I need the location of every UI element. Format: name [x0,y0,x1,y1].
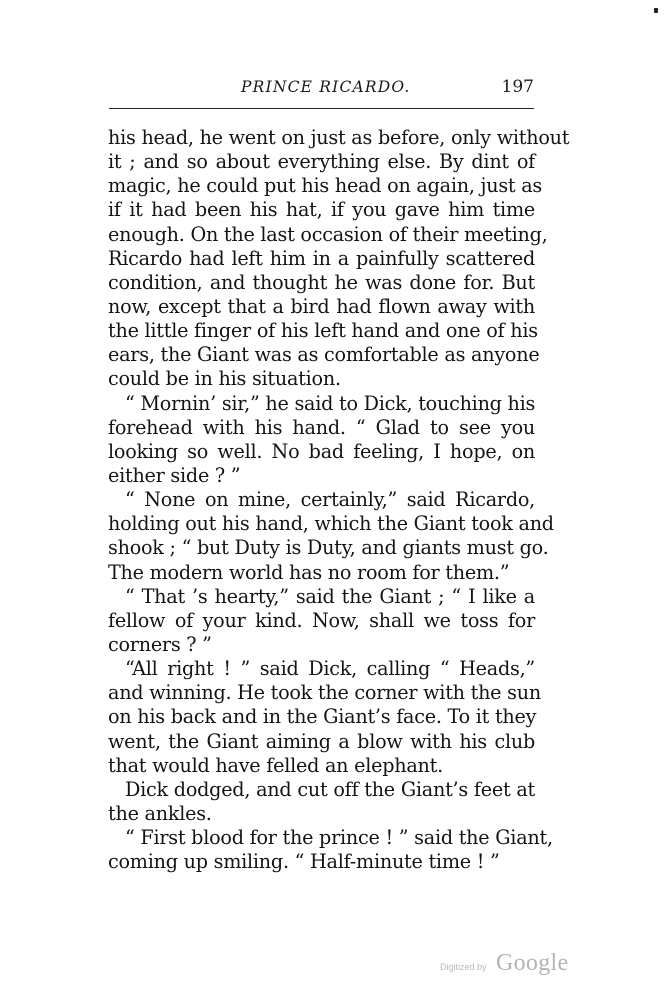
text-line: Ricardo had left him in a painfully scattered [108,246,535,270]
text-line: and winning. He took the corner with the sun [108,681,541,705]
text-line: “ None on mine, certainly,” said Ricardo, [125,488,535,512]
text-line: the ankles. [108,801,212,825]
body-text [108,126,570,874]
google-logo: Google [496,950,569,976]
text-line: fellow of your kind. Now, shall we toss for [108,608,535,632]
page-number: 197 [501,77,534,97]
text-line: shook ; “ but Duty is Duty, and giants must go. [108,536,549,560]
text-line: The modern world has no room for them.” [108,560,510,584]
text-line: condition, and thought he was done for. But [108,270,535,294]
text-line: magic, he could put his head on again, just as [108,174,543,198]
text-line: enough. On the last occasion of their meeting, [108,222,548,246]
running-title: PRINCE RICARDO. [241,78,411,96]
text-line: corners ? ” [108,632,212,656]
text-line: on his back and in the Giant’s face. To it they [108,705,537,729]
text-line: “ That ’s hearty,” said the Giant ; “ I like a [125,584,535,608]
page-header [109,78,534,102]
text-line: that would have felled an elephant. [108,753,443,777]
text-line: “ First blood for the prince ! ” said the Giant, [125,826,553,850]
text-line: looking so well. No bad feeling, I hope, on [108,439,535,463]
text-line: now, except that a bird had flown away with [108,294,535,318]
text-line: either side ? ” [108,463,241,487]
text-line: went, the Giant aiming a blow with his club [108,729,535,753]
text-line: holding out his hand, which the Giant took and [108,512,554,536]
text-line: if it had been his hat, if you gave him time [108,198,535,222]
page-edge-mark [654,8,658,13]
text-line: could be in his situation. [108,367,341,391]
text-line: it ; and so about everything else. By dint of [108,150,535,174]
text-line: Dick dodged, and cut off the Giant’s feet at [125,777,535,801]
text-line: “All right ! ” said Dick, calling “ Heads,” [125,657,535,681]
text-line: “ Mornin’ sir,” he said to Dick, touching his [125,391,536,415]
digitization-watermark [440,950,580,978]
digitized-by-label: Digitized by [440,962,487,972]
text-line: his head, he went on just as before, only without [108,126,570,149]
text-line: the little finger of his left hand and one of his [108,319,538,343]
text-line: coming up smiling. “ Half-minute time ! ” [108,850,500,874]
header-rule [109,108,534,109]
text-line: forehead with his hand. “ Glad to see you [108,415,535,439]
text-line: ears, the Giant was as comfortable as anyone [108,343,540,367]
